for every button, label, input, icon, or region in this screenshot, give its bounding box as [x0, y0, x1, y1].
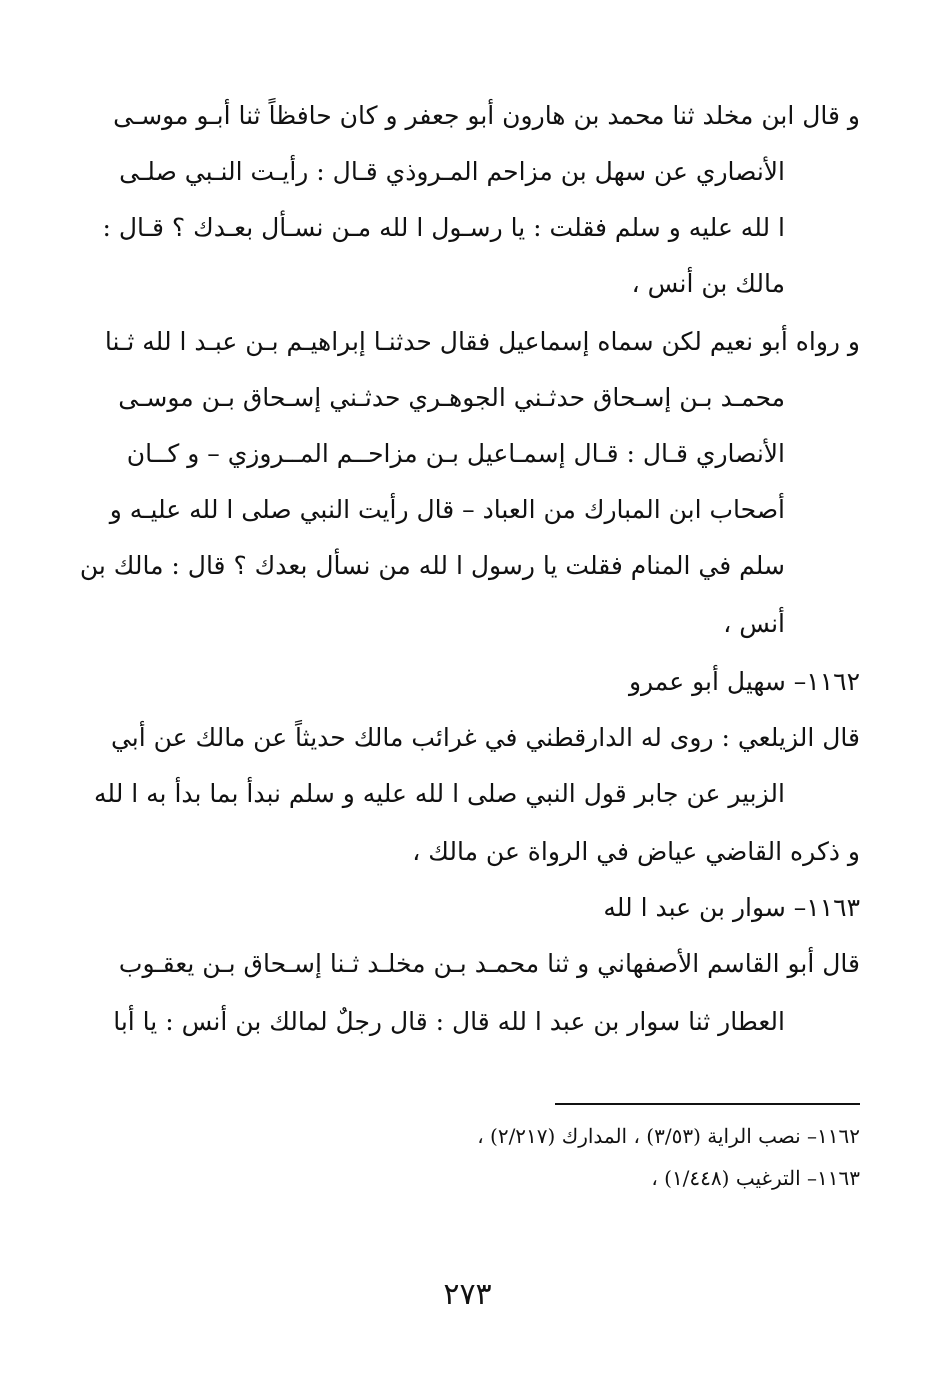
footnote-divider	[555, 1103, 860, 1105]
text-line-5: و رواه أبو نعيم لكن سماه إسماعيل فقال حدثنـا إبراهيـم بـن عبـد ا لله ثـنا	[104, 327, 860, 356]
text-line-8: أصحاب ابن المبارك من العباد – قال رأيت النبي صلى ا لله عليـه و	[109, 495, 785, 524]
text-line-10: أنس ،	[723, 609, 785, 638]
text-line-14: و ذكره القاضي عياض في الرواة عن مالك ،	[412, 837, 860, 866]
text-line-16: قال أبو القاسم الأصفهاني و ثنا محمـد بـن مخلـد ثـنا إسـحاق بـن يعقـوب	[118, 949, 860, 978]
entry-heading-1163: ١١٦٣– سوار بن عبد ا لله	[603, 893, 860, 922]
footnote-1163: ١١٦٣– الترغيب (١/٤٤٨) ،	[651, 1166, 860, 1190]
text-line-7: الأنصاري قـال : قـال إسمـاعيل بـن مزاحــم المــروزي – و كــان	[126, 439, 785, 468]
text-line-13: الزبير عن جابر قول النبي صلى ا لله عليه و سلم نبدأ بما بدأ به ا لله	[94, 779, 785, 808]
text-line-17: العطار ثنا سوار بن عبد ا لله قال : قال رجلٌ لمالك بن أنس : يا أبا	[113, 1007, 785, 1036]
text-line-4: مالك بن أنس ،	[631, 269, 785, 298]
text-line-12: قال الزيلعي : روى له الدارقطني في غرائب مالك حديثاً عن مالك عن أبي	[110, 723, 860, 752]
text-line-6: محمـد بـن إسـحاق حدثـني الجوهـري حدثـني إسـحاق بـن موسـى	[118, 383, 785, 412]
text-line-3: ا لله عليه و سلم فقلت : يا رسـول ا لله مـن نسـأل بعـدك ؟ قـال :	[102, 213, 785, 242]
footnote-1162: ١١٦٢– نصب الراية (٣/٥٣) ، المدارك (٢/٢١٧) ،	[477, 1124, 860, 1148]
entry-heading-1162: ١١٦٢– سهيل أبو عمرو	[628, 667, 860, 696]
page-number: ٢٧٣	[443, 1277, 492, 1312]
text-line-9: سلم في المنام فقلت يا رسول ا لله من نسأل بعدك ؟ قال : مالك بن	[79, 551, 785, 580]
text-line-1: و قال ابن مخلد ثنا محمد بن هارون أبو جعفر و كان حافظاً ثنا أبـو موسـى	[113, 101, 860, 130]
text-line-2: الأنصاري عن سهل بن مزاحم المـروذي قـال : رأيـت النـبي صلـى	[119, 157, 785, 186]
